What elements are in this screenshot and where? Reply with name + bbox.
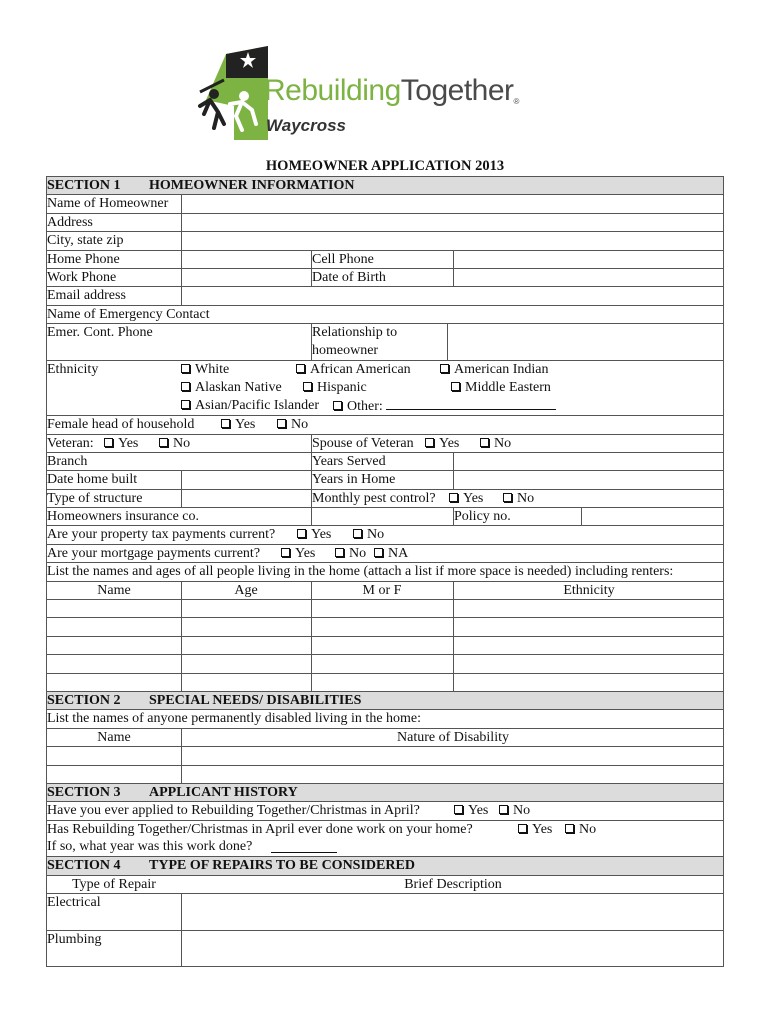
homeowner-name-row xyxy=(47,194,723,212)
email-label: Email address xyxy=(47,288,126,304)
veteran-label: Veteran: xyxy=(47,435,94,451)
home-phone-field[interactable] xyxy=(182,251,310,268)
ethnicity-american-indian-option[interactable] xyxy=(440,361,548,378)
checkbox-icon[interactable] xyxy=(297,529,306,538)
relationship-field[interactable] xyxy=(448,324,723,360)
pest-control-yes[interactable] xyxy=(449,490,483,507)
property-tax-label: Are your property tax payments current? xyxy=(47,527,276,543)
checkbox-icon[interactable] xyxy=(449,493,458,502)
applied-before-no[interactable] xyxy=(499,802,530,819)
household-row[interactable] xyxy=(47,636,723,654)
mortgage-label: Are your mortgage payments current? xyxy=(47,545,261,561)
ethnicity-other-option[interactable] xyxy=(333,397,556,415)
checkbox-icon[interactable] xyxy=(353,529,362,538)
applied-before-label: Have you ever applied to Rebuilding Together/Christmas in April? xyxy=(47,803,420,819)
logo-figure-head-1 xyxy=(209,89,219,99)
section3-header xyxy=(47,783,723,801)
female-head-yes[interactable] xyxy=(221,416,255,433)
checkbox-icon[interactable] xyxy=(221,419,230,428)
branch-field[interactable] xyxy=(181,453,309,470)
years-served-label: Years Served xyxy=(312,453,386,469)
branch-row xyxy=(47,452,723,470)
checkbox-icon[interactable] xyxy=(503,493,512,502)
logo-word-dark: Together xyxy=(400,74,514,107)
homeowner-name-label: Name of Homeowner xyxy=(47,196,169,212)
no-label: No xyxy=(494,435,512,451)
no-label: No xyxy=(579,821,597,837)
logo-figure-head-2 xyxy=(239,91,249,101)
logo-figure-body-1 xyxy=(200,100,224,128)
logo-subtitle: Waycross xyxy=(266,116,347,135)
ethnicity-asian-label: Asian/Pacific Islander xyxy=(195,397,320,413)
homeowner-name-field[interactable] xyxy=(182,195,723,212)
disability-col-nature: Nature of Disability xyxy=(397,729,509,745)
section1-header xyxy=(47,176,723,194)
checkbox-icon[interactable] xyxy=(480,438,489,447)
pest-control-no[interactable] xyxy=(503,490,534,507)
section4-heading: TYPE OF REPAIRS TO BE CONSIDERED xyxy=(149,858,415,874)
repair-header-row xyxy=(47,875,723,893)
checkbox-icon[interactable] xyxy=(159,438,168,447)
property-tax-row xyxy=(47,525,723,543)
address-field[interactable] xyxy=(182,214,723,231)
city-label: City, state zip xyxy=(47,233,124,249)
ethnicity-other-field[interactable] xyxy=(386,397,556,410)
checkbox-icon[interactable] xyxy=(499,805,508,814)
no-label: No xyxy=(291,417,309,433)
household-row[interactable] xyxy=(47,673,723,691)
checkbox-icon[interactable] xyxy=(333,401,342,410)
section4-header xyxy=(47,856,723,874)
disability-row[interactable] xyxy=(47,746,723,764)
spouse-veteran-no[interactable] xyxy=(480,435,511,452)
structure-field[interactable] xyxy=(182,490,310,507)
policy-field[interactable] xyxy=(582,508,723,525)
work-phone-field[interactable] xyxy=(182,269,310,286)
email-row xyxy=(47,286,723,304)
no-label: No xyxy=(517,490,535,506)
repair-col-type: Type of Repair xyxy=(72,876,156,892)
veteran-yes[interactable] xyxy=(104,435,138,452)
checkbox-icon[interactable] xyxy=(374,548,383,557)
checkbox-icon[interactable] xyxy=(181,382,190,391)
applied-before-row xyxy=(47,801,723,819)
city-row xyxy=(47,231,723,249)
household-row[interactable] xyxy=(47,617,723,635)
checkbox-icon[interactable] xyxy=(181,364,190,373)
household-col-age: Age xyxy=(234,582,258,598)
ethnicity-other-label: Other: xyxy=(347,398,383,414)
disability-header-row xyxy=(47,728,723,746)
cell-phone-field[interactable] xyxy=(454,251,723,268)
repair-plumbing-label: Plumbing xyxy=(47,932,102,948)
checkbox-icon[interactable] xyxy=(281,548,290,557)
ethnicity-white-option[interactable] xyxy=(181,361,229,378)
checkbox-icon[interactable] xyxy=(425,438,434,447)
emer-phone-label: Emer. Cont. Phone xyxy=(47,325,153,341)
checkbox-icon[interactable] xyxy=(335,548,344,557)
application-form xyxy=(46,176,724,967)
structure-row xyxy=(47,489,723,507)
veteran-row xyxy=(47,434,723,452)
date-built-label: Date home built xyxy=(47,472,138,488)
disability-instructions-row xyxy=(47,709,723,727)
disability-instructions: List the names of anyone permanently disabled living in the home: xyxy=(47,711,422,727)
ethnicity-white-label: White xyxy=(195,361,230,377)
address-label: Address xyxy=(47,214,93,230)
emergency-contact-field[interactable] xyxy=(223,306,723,323)
pest-control-label: Monthly pest control? xyxy=(312,490,436,506)
branch-label: Branch xyxy=(47,453,88,469)
structure-label: Type of structure xyxy=(47,490,143,506)
section3-number: SECTION 3 xyxy=(47,784,121,800)
policy-label: Policy no. xyxy=(454,509,511,525)
work-done-label: Has Rebuilding Together/Christmas in April ever done work on your home? xyxy=(47,821,473,837)
yes-label: Yes xyxy=(118,435,139,451)
city-field[interactable] xyxy=(182,232,723,249)
emergency-contact-label: Name of Emergency Contact xyxy=(47,306,210,322)
checkbox-icon[interactable] xyxy=(181,400,190,409)
page-title: HOMEOWNER APPLICATION 2013 xyxy=(265,158,505,174)
mortgage-na[interactable] xyxy=(374,545,408,562)
checkbox-icon[interactable] xyxy=(518,824,527,833)
dob-label: Date of Birth xyxy=(312,269,386,285)
work-done-no[interactable] xyxy=(565,821,596,838)
insurance-row xyxy=(47,507,723,525)
ethnicity-label: Ethnicity xyxy=(47,361,99,377)
repair-row-plumbing[interactable] xyxy=(47,930,723,967)
household-instructions: List the names and ages of all people living in the home (attach a list if more space is needed) including renters: xyxy=(47,564,674,580)
dob-field[interactable] xyxy=(454,269,723,286)
disability-row[interactable] xyxy=(47,765,723,783)
work-year-row xyxy=(47,838,723,856)
ethnicity-african-american-option[interactable] xyxy=(296,361,411,378)
checkbox-icon[interactable] xyxy=(303,382,312,391)
female-head-no[interactable] xyxy=(277,416,308,433)
mortgage-yes[interactable] xyxy=(281,545,315,562)
household-header-row xyxy=(47,581,723,599)
na-label: NA xyxy=(388,545,409,561)
no-label: No xyxy=(513,803,531,819)
cell-phone-label: Cell Phone xyxy=(312,251,374,267)
yes-label: Yes xyxy=(463,490,484,506)
section4-number: SECTION 4 xyxy=(47,858,121,874)
checkbox-icon[interactable] xyxy=(440,364,449,373)
years-served-field[interactable] xyxy=(454,453,723,470)
checkbox-icon[interactable] xyxy=(565,824,574,833)
female-head-row xyxy=(47,415,723,433)
ethnicity-middle-eastern-label: Middle Eastern xyxy=(465,379,551,395)
ethnicity-american-indian-label: American Indian xyxy=(454,361,549,377)
relationship-label-line1: Relationship to xyxy=(312,325,398,341)
work-done-yes[interactable] xyxy=(518,821,552,838)
date-built-field[interactable] xyxy=(182,471,310,488)
ethnicity-row xyxy=(47,360,723,415)
property-tax-yes[interactable] xyxy=(297,526,331,543)
address-row xyxy=(47,213,723,231)
checkbox-icon[interactable] xyxy=(451,382,460,391)
household-instructions-row xyxy=(47,562,723,580)
mortgage-row xyxy=(47,544,723,562)
ethnicity-african-american-label: African American xyxy=(310,361,411,377)
checkbox-icon[interactable] xyxy=(296,364,305,373)
section2-heading: SPECIAL NEEDS/ DISABILITIES xyxy=(149,692,362,708)
logo-registered-mark: ® xyxy=(513,97,519,106)
ethnicity-hispanic-option[interactable] xyxy=(303,379,367,396)
ethnicity-asian-option[interactable] xyxy=(181,397,319,414)
phone-row xyxy=(47,250,723,268)
section1-number: SECTION 1 xyxy=(47,178,121,193)
property-tax-no[interactable] xyxy=(353,526,384,543)
spouse-veteran-label: Spouse of Veteran xyxy=(312,435,414,451)
yes-label: Yes xyxy=(235,417,256,433)
household-col-name: Name xyxy=(97,582,131,598)
no-label: No xyxy=(173,435,191,451)
checkbox-icon[interactable] xyxy=(454,805,463,814)
repair-row-electrical[interactable] xyxy=(47,893,723,930)
section1-heading: HOMEOWNER INFORMATION xyxy=(149,178,355,193)
work-year-label: If so, what year was this work done? xyxy=(47,839,253,855)
ethnicity-hispanic-label: Hispanic xyxy=(317,379,367,395)
no-label: No xyxy=(367,527,385,543)
yes-label: Yes xyxy=(439,435,460,451)
emergency-contact-row xyxy=(47,305,723,323)
repair-col-description: Brief Description xyxy=(404,876,502,892)
logo-wordmark xyxy=(264,76,519,106)
logo-word-green: Rebuilding xyxy=(264,74,401,107)
yes-label: Yes xyxy=(468,803,489,819)
household-col-gender: M or F xyxy=(362,582,402,598)
household-row[interactable] xyxy=(47,599,723,617)
emer-phone-field[interactable] xyxy=(181,324,309,360)
disability-col-name: Name xyxy=(97,729,131,745)
insurance-field[interactable] xyxy=(312,508,452,525)
repair-electrical-label: Electrical xyxy=(47,895,101,911)
date-built-row xyxy=(47,470,723,488)
ethnicity-middle-eastern-option[interactable] xyxy=(451,379,551,396)
emer-phone-row xyxy=(47,323,723,360)
work-done-row xyxy=(47,820,723,838)
years-in-home-label: Years in Home xyxy=(312,472,396,488)
section2-number: SECTION 2 xyxy=(47,692,121,708)
spouse-veteran-yes[interactable] xyxy=(425,435,459,452)
section3-heading: APPLICANT HISTORY xyxy=(149,784,298,800)
years-in-home-field[interactable] xyxy=(454,471,723,488)
insurance-label: Homeowners insurance co. xyxy=(47,509,200,525)
applied-before-yes[interactable] xyxy=(454,802,488,819)
relationship-label-line2: homeowner xyxy=(312,343,379,359)
section2-header xyxy=(47,691,723,709)
mortgage-no[interactable] xyxy=(335,545,366,562)
veteran-no[interactable] xyxy=(159,435,190,452)
work-phone-row xyxy=(47,268,723,286)
home-phone-label: Home Phone xyxy=(47,251,120,267)
checkbox-icon[interactable] xyxy=(277,419,286,428)
yes-label: Yes xyxy=(295,545,316,561)
yes-label: Yes xyxy=(532,821,553,837)
household-row[interactable] xyxy=(47,654,723,672)
ethnicity-alaskan-option[interactable] xyxy=(181,379,282,396)
household-col-ethnicity: Ethnicity xyxy=(563,582,615,598)
work-phone-label: Work Phone xyxy=(47,269,117,285)
email-field[interactable] xyxy=(182,287,723,304)
work-year-field[interactable] xyxy=(271,840,337,853)
female-head-label: Female head of household xyxy=(47,417,195,433)
ethnicity-alaskan-label: Alaskan Native xyxy=(195,379,282,395)
checkbox-icon[interactable] xyxy=(104,438,113,447)
yes-label: Yes xyxy=(311,527,332,543)
no-label: No xyxy=(349,545,367,561)
